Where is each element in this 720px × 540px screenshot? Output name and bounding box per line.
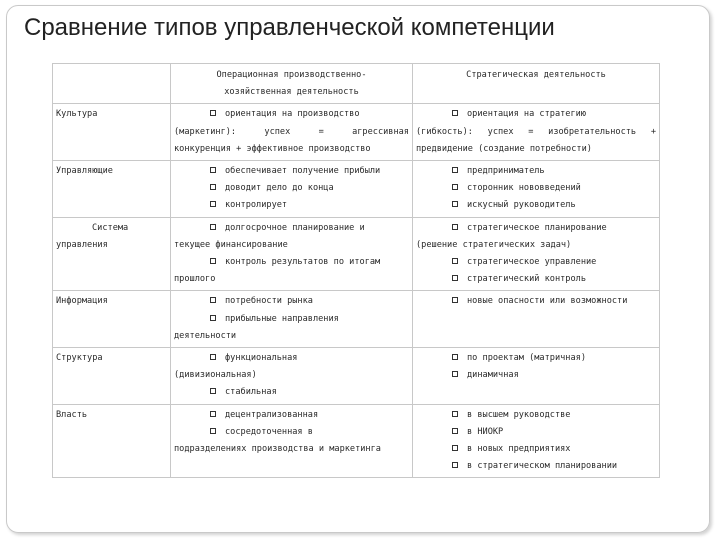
cell-operational-information — [171, 291, 413, 348]
list-item: сторонник нововведений — [467, 183, 581, 194]
list-item: доводит дело до конца — [225, 183, 334, 194]
checkbox-bullet-icon — [452, 428, 458, 434]
row-category-structure: Структура — [53, 348, 171, 405]
checkbox-bullet-icon — [210, 297, 216, 303]
list-item: стабильная — [225, 387, 277, 398]
cell-operational-structure — [171, 348, 413, 405]
row-category-management-system — [53, 217, 171, 291]
checkbox-bullet-icon — [210, 428, 216, 434]
header-operational — [171, 64, 413, 104]
list-item: (гибкость): успех = изобретательность + — [416, 126, 656, 137]
list-item: стратегическое управление — [467, 257, 597, 268]
header-operational-line1: Операционная производственно- — [216, 70, 367, 80]
list-item: прошлого — [174, 274, 216, 285]
checkbox-bullet-icon — [452, 258, 458, 264]
checkbox-bullet-icon — [452, 445, 458, 451]
cell-strategic-power — [413, 404, 660, 478]
row-category-managers: Управляющие — [53, 161, 171, 218]
checkbox-bullet-icon — [452, 411, 458, 417]
checkbox-bullet-icon — [210, 184, 216, 190]
list-item: по проектам (матричная) — [467, 353, 586, 364]
list-item: контролирует — [225, 200, 288, 211]
list-item: в высшем руководстве — [467, 409, 571, 420]
checkbox-bullet-icon — [210, 411, 216, 417]
cell-operational-management-system — [171, 217, 413, 291]
list-item: стратегическое планирование — [467, 222, 607, 233]
cell-operational-managers — [171, 161, 413, 218]
table-row-culture — [53, 104, 660, 161]
list-item: (маркетинг): успех = агрессивная — [174, 126, 409, 137]
cell-strategic-information — [413, 291, 660, 348]
checkbox-bullet-icon — [452, 275, 458, 281]
cell-strategic-structure — [413, 348, 660, 405]
list-item: обеспечивает получение прибыли — [225, 166, 381, 177]
cell-strategic-management-system — [413, 217, 660, 291]
checkbox-bullet-icon — [210, 110, 216, 116]
list-item: (решение стратегических задач) — [416, 239, 572, 250]
slide-title: Сравнение типов управленческой компетенции — [24, 14, 555, 41]
header-row — [53, 64, 660, 104]
list-item: в стратегическом планировании — [467, 461, 618, 472]
list-item: контроль результатов по итогам — [225, 257, 381, 268]
list-item: в новых предприятиях — [467, 444, 571, 455]
list-item: (дивизиональная) — [174, 370, 257, 381]
list-item: ориентация на стратегию — [467, 109, 586, 120]
checkbox-bullet-icon — [210, 224, 216, 230]
cell-strategic-culture — [413, 104, 660, 161]
list-item: предвидение (создание потребности) — [416, 143, 592, 154]
list-item: потребности рынка — [225, 296, 313, 307]
list-item: текущее финансирование — [174, 239, 288, 250]
list-item: функциональная — [225, 353, 298, 364]
list-item: прибыльные направления — [225, 313, 339, 324]
table-row-power — [53, 404, 660, 478]
table-row-management-system — [53, 217, 660, 291]
list-item: деятельности — [174, 330, 237, 341]
checkbox-bullet-icon — [452, 184, 458, 190]
checkbox-bullet-icon — [452, 224, 458, 230]
header-operational-line2: хозяйственная деятельность — [224, 87, 359, 98]
cell-strategic-managers — [413, 161, 660, 218]
checkbox-bullet-icon — [452, 201, 458, 207]
row-category-culture: Культура — [53, 104, 171, 161]
header-category — [53, 64, 171, 104]
competence-comparison-table — [52, 63, 660, 478]
list-item: долгосрочное планирование и — [225, 222, 365, 233]
checkbox-bullet-icon — [452, 371, 458, 377]
checkbox-bullet-icon — [452, 462, 458, 468]
header-strategic: Стратегическая деятельность — [413, 64, 660, 104]
table-row-structure — [53, 348, 660, 405]
row-category-information: Информация — [53, 291, 171, 348]
checkbox-bullet-icon — [452, 110, 458, 116]
list-item: конкуренция + эффективное производство — [174, 143, 371, 154]
checkbox-bullet-icon — [452, 354, 458, 360]
checkbox-bullet-icon — [210, 388, 216, 394]
checkbox-bullet-icon — [452, 297, 458, 303]
list-item: предприниматель — [467, 166, 545, 177]
table-row-information — [53, 291, 660, 348]
list-item: искусный руководитель — [467, 200, 576, 211]
list-item: децентрализованная — [225, 409, 319, 420]
checkbox-bullet-icon — [210, 354, 216, 360]
list-item: сосредоточенная в — [225, 426, 313, 437]
category-line2: управления — [56, 239, 108, 250]
checkbox-bullet-icon — [210, 167, 216, 173]
list-item: динамичная — [467, 370, 519, 381]
row-category-power: Власть — [53, 404, 171, 478]
checkbox-bullet-icon — [210, 201, 216, 207]
checkbox-bullet-icon — [210, 258, 216, 264]
list-item: стратегический контроль — [467, 274, 586, 285]
checkbox-bullet-icon — [210, 315, 216, 321]
cell-operational-culture — [171, 104, 413, 161]
list-item: новые опасности или возможности — [467, 296, 628, 307]
list-item: подразделениях производства и маркетинга — [174, 444, 381, 455]
category-line1: Система — [92, 222, 129, 233]
checkbox-bullet-icon — [452, 167, 458, 173]
list-item: ориентация на производство — [225, 109, 360, 120]
cell-operational-power — [171, 404, 413, 478]
list-item: в НИОКР — [467, 426, 504, 437]
table-row-managers — [53, 161, 660, 218]
